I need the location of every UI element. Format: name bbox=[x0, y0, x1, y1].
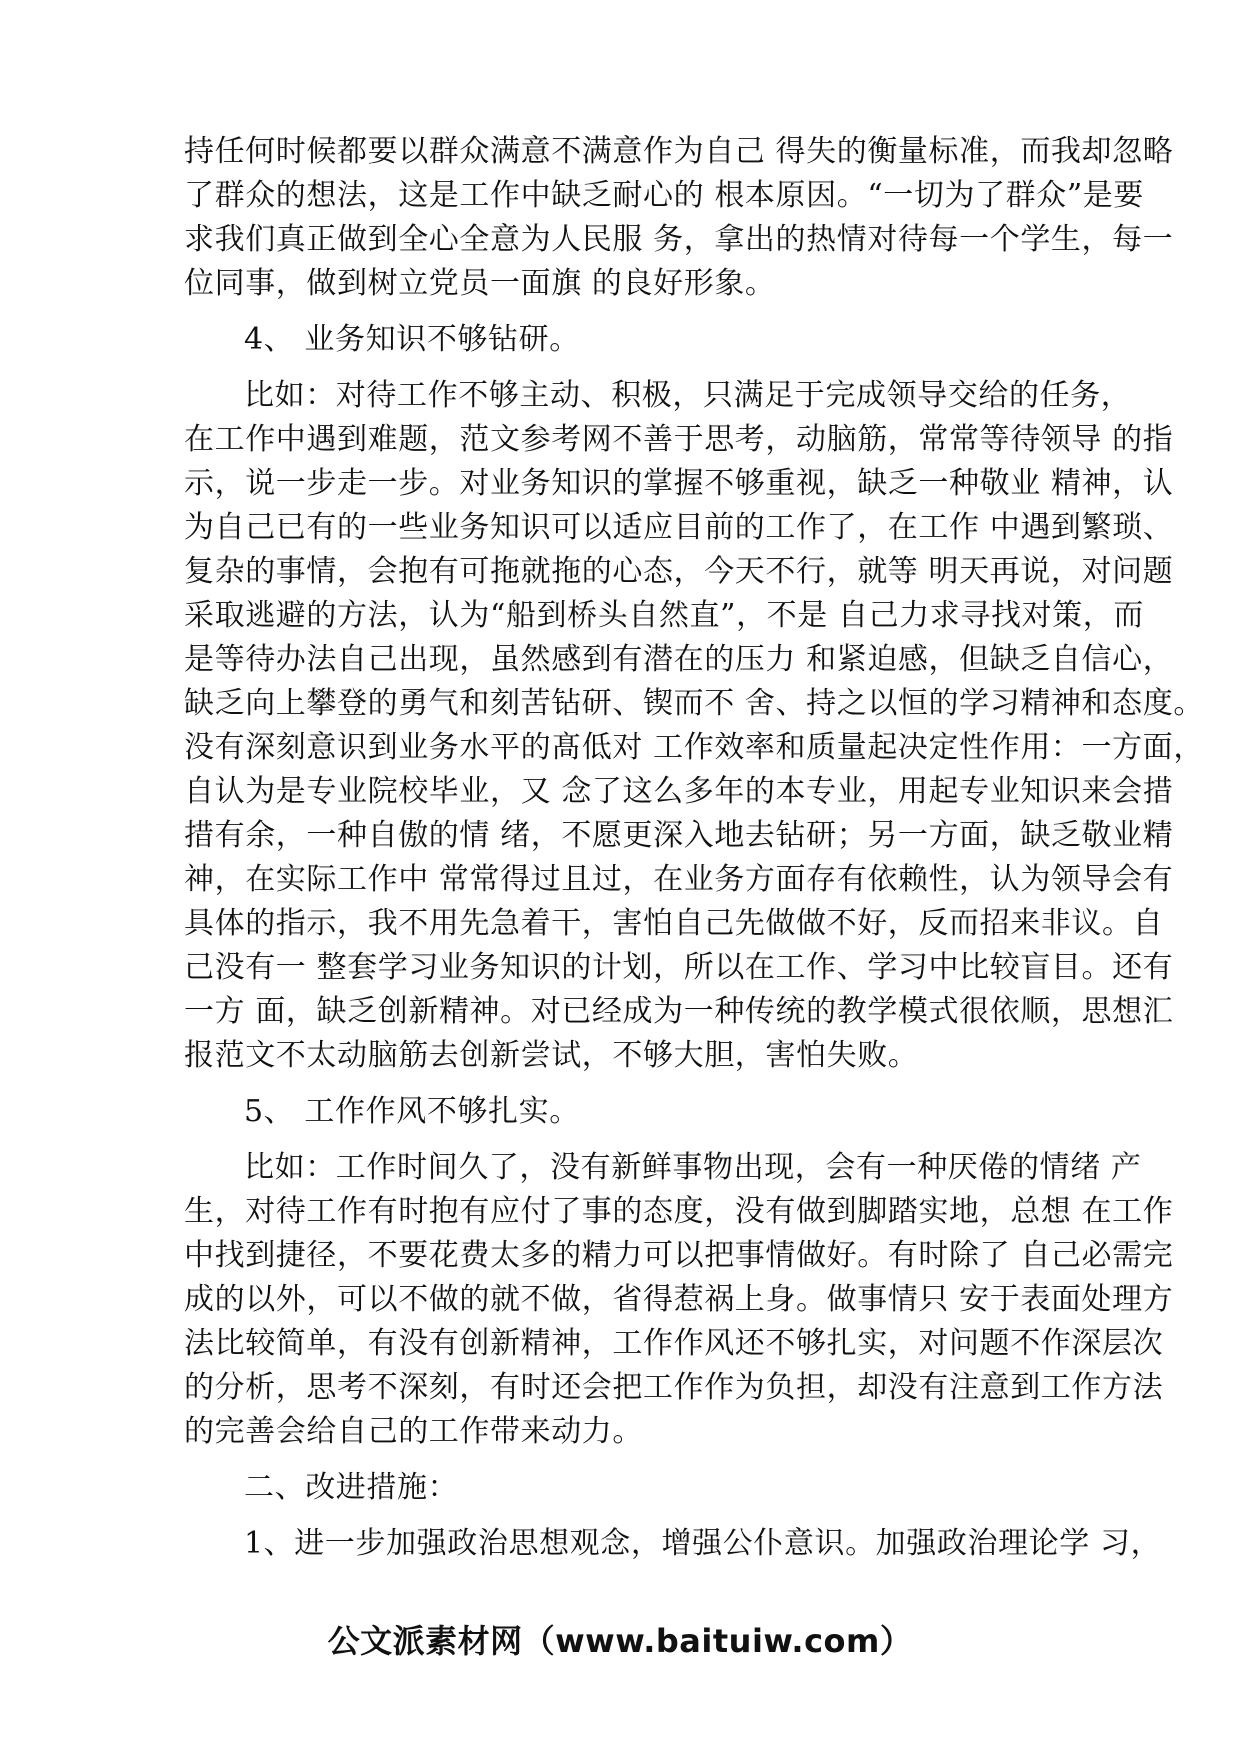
text-line: 一方 面，缺乏创新精神。对已经成为一种传统的教学模式很依顺，思想汇 bbox=[184, 994, 1174, 1029]
text-line: 缺乏向上攀登的勇气和刻苦钻研、锲而不 舍、持之以恒的学习精神和态度。 bbox=[184, 686, 1204, 721]
text-line: 中找到捷径，不要花费太多的精力可以把事情做好。有时除了 自己必需完 bbox=[184, 1238, 1174, 1273]
text-line: 生，对待工作有时抱有应付了事的态度，没有做到脚踏实地，总想 在工作 bbox=[184, 1194, 1174, 1229]
section-heading bbox=[184, 1090, 1064, 1134]
text-line: 在工作中遇到难题，范文参考网不善于思考，动脑筋，常常等待领导 的指 bbox=[184, 422, 1174, 457]
section-heading bbox=[184, 318, 1064, 362]
paragraph bbox=[184, 374, 1204, 1078]
paragraph bbox=[184, 130, 1174, 306]
document-body bbox=[184, 130, 1204, 1566]
text-line: 二、改进措施： bbox=[244, 1470, 459, 1505]
text-line: 具体的指示，我不用先急着干，害怕自己先做做不好，反而招来非议。自 bbox=[184, 906, 1164, 941]
paragraph bbox=[184, 1146, 1174, 1454]
text-line: 比如：对待工作不够主动、积极，只满足于完成领导交给的任务， bbox=[244, 378, 1132, 413]
text-line: 法比较简单，有没有创新精神，工作作风还不够扎实，对问题不作深层次 bbox=[184, 1326, 1164, 1361]
text-line: 己没有一 整套学习业务知识的计划，所以在工作、学习中比较盲目。还有 bbox=[184, 950, 1174, 985]
text-line: 复杂的事情，会抱有可拖就拖的心态，今天不行，就等 明天再说，对问题 bbox=[184, 554, 1174, 589]
text-line: 持任何时候都要以群众满意不满意作为自己 得失的衡量标准，而我却忽略 bbox=[184, 134, 1174, 169]
text-line: 神，在实际工作中 常常得过且过，在业务方面存有依赖性，认为领导会有 bbox=[184, 862, 1174, 897]
text-line: 成的以外，可以不做的就不做，省得惹祸上身。做事情只 安于表面处理方 bbox=[184, 1282, 1174, 1317]
text-line: 位同事，做到树立党员一面旗 的良好形象。 bbox=[184, 266, 776, 301]
text-line: 1、进一步加强政治思想观念，增强公仆意识。加强政治理论学 习， bbox=[244, 1526, 1162, 1561]
section-heading bbox=[184, 1466, 1064, 1510]
paragraph bbox=[184, 1522, 1162, 1566]
text-line: 报范文不太动脑筋去创新尝试，不够大胆，害怕失败。 bbox=[184, 1038, 919, 1073]
text-line: 了群众的想法，这是工作中缺乏耐心的 根本原因。“一切为了群众”是要 bbox=[184, 178, 1145, 213]
text-line: 是等待办法自己出现，虽然感到有潜在的压力 和紧迫感，但缺乏自信心， bbox=[184, 642, 1174, 677]
text-line: 4、 业务知识不够钻研。 bbox=[244, 322, 580, 357]
text-line: 比如：工作时间久了，没有新鲜事物出现，会有一种厌倦的情绪 产 bbox=[244, 1150, 1142, 1185]
text-line: 的完善会给自己的工作带来动力。 bbox=[184, 1414, 643, 1449]
footer-watermark: 公文派素材网（www.baituiw.com） bbox=[327, 1622, 913, 1660]
text-line: 采取逃避的方法，认为“船到桥头自然直”，不是 自己力求寻找对策，而 bbox=[184, 598, 1145, 633]
text-line: 示，说一步走一步。对业务知识的掌握不够重视，缺乏一种敬业 精神，认 bbox=[184, 466, 1174, 501]
text-line: 没有深刻意识到业务水平的髙低对 工作效率和质量起决定性作用：一方面， bbox=[184, 730, 1204, 765]
text-line: 5、 工作作风不够扎实。 bbox=[244, 1094, 580, 1129]
text-line: 措有余，一种自傲的情 绪，不愿更深入地去钻研；另一方面，缺乏敬业精 bbox=[184, 818, 1174, 853]
text-line: 的分析，思考不深刻，有时还会把工作作为负担，却没有注意到工作方法 bbox=[184, 1370, 1164, 1405]
text-line: 自认为是专业院校毕业，又 念了这么多年的本专业，用起专业知识来会措 bbox=[184, 774, 1174, 809]
text-line: 为自己已有的一些业务知识可以适应目前的工作了，在工作 中遇到繁琐、 bbox=[184, 510, 1174, 545]
text-line: 求我们真正做到全心全意为人民服 务，拿出的热情对待每一个学生，每一 bbox=[184, 222, 1174, 257]
